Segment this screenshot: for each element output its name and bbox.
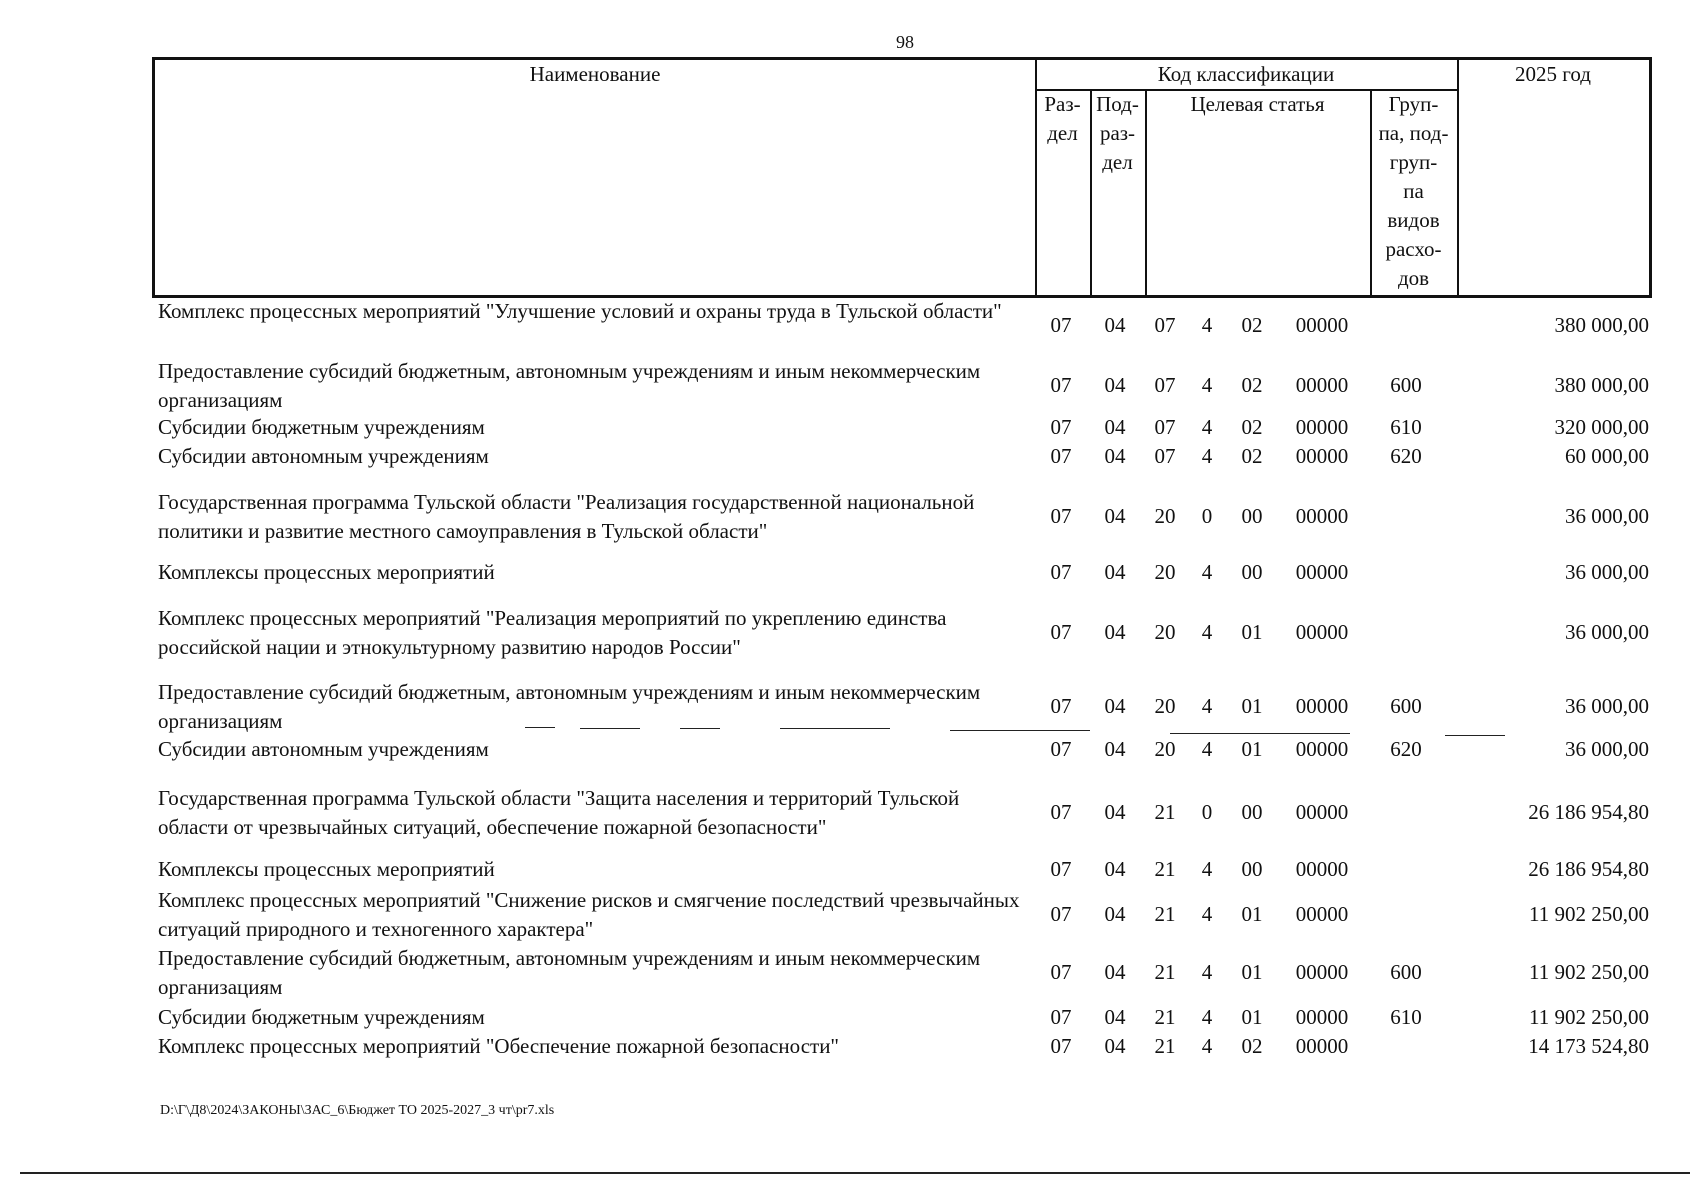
row-vr: 620 [1390,444,1422,468]
row-amount: 11 902 250,00 [1529,1005,1649,1029]
row-cs1: 21 [1154,902,1176,926]
scan-artifact [580,728,640,729]
row-cs4: 00000 [1295,902,1349,926]
divider [1145,91,1147,298]
header-group-line: па [1403,179,1424,203]
row-cs4: 00000 [1295,960,1349,984]
row-rz: 07 [1050,800,1072,824]
row-name: Комплекс процессных мероприятий "Снижение рисков и смягчение последствий чрезвычайных ситуаций природного и техногенного характера" [158,888,1020,941]
row-vr: 600 [1390,373,1422,397]
row-vr: 610 [1390,415,1422,439]
row-cs1: 20 [1154,504,1176,528]
scan-artifact [780,728,890,729]
row-cs3: 01 [1241,1005,1263,1029]
row-cs4: 00000 [1295,444,1349,468]
row-rz: 07 [1050,504,1072,528]
row-cs1: 20 [1154,620,1176,644]
row-rz: 07 [1050,960,1072,984]
row-cs1: 07 [1154,313,1176,337]
row-cs2: 0 [1201,800,1213,824]
row-cs3: 01 [1241,694,1263,718]
row-cs4: 00000 [1295,415,1349,439]
row-cs4: 00000 [1295,1034,1349,1058]
row-vr: 620 [1390,737,1422,761]
row-pr: 04 [1104,504,1126,528]
row-name: Субсидии автономным учреждениям [158,444,489,468]
row-vr: 600 [1390,960,1422,984]
row-cs3: 00 [1241,560,1263,584]
bottom-rule [20,1172,1690,1174]
row-amount: 36 000,00 [1565,560,1649,584]
header-group-line: расхо- [1385,237,1442,261]
row-name: Субсидии автономным учреждениям [158,737,489,761]
row-cs2: 4 [1201,620,1213,644]
row-cs1: 21 [1154,1005,1176,1029]
row-name: Предоставление субсидий бюджетным, автономным учреждениям и иным некоммерческим организациям [158,359,981,412]
row-cs3: 02 [1241,313,1263,337]
row-cs1: 07 [1154,415,1176,439]
row-name: Субсидии бюджетным учреждениям [158,1005,485,1029]
header-section-line: Раз- [1044,92,1081,116]
row-vr: 610 [1390,1005,1422,1029]
row-cs4: 00000 [1295,800,1349,824]
row-cs3: 00 [1241,504,1263,528]
row-cs4: 00000 [1295,373,1349,397]
header-target-article: Целевая статья [1190,92,1325,116]
header-group-line: видов [1387,208,1440,232]
row-name: Государственная программа Тульской области "Защита населения и территорий Тульской области от чрезвычайных ситуаций, обеспечение пожарной безопасности" [158,786,960,839]
header-code: Код классификации [1157,62,1335,86]
row-amount: 26 186 954,80 [1528,857,1649,881]
header-group [1370,90,1457,293]
row-cs2: 4 [1201,857,1213,881]
header-subsection-line: дел [1102,150,1133,174]
divider [1457,60,1459,298]
row-rz: 07 [1050,373,1072,397]
row-cs4: 00000 [1295,694,1349,718]
row-rz: 07 [1050,1005,1072,1029]
row-cs2: 4 [1201,1005,1213,1029]
row-cs3: 01 [1241,902,1263,926]
scan-artifact [680,728,720,729]
row-name: Государственная программа Тульской области "Реализация государственной национальной политики и развитие местного самоуправления в Тульской области" [158,490,975,543]
row-cs3: 02 [1241,415,1263,439]
row-name: Комплекс процессных мероприятий "Реализация мероприятий по укреплению единства российской нации и этнокультурному развитию народов России" [158,606,947,659]
row-name: Субсидии бюджетным учреждениям [158,415,485,439]
row-cs4: 00000 [1295,737,1349,761]
row-pr: 04 [1104,560,1126,584]
row-rz: 07 [1050,902,1072,926]
row-amount: 11 902 250,00 [1529,902,1649,926]
row-cs4: 00000 [1295,620,1349,644]
row-cs2: 4 [1201,373,1213,397]
row-name: Предоставление субсидий бюджетным, автономным учреждениям и иным некоммерческим организациям [158,946,981,999]
row-cs4: 00000 [1295,560,1349,584]
row-cs4: 00000 [1295,313,1349,337]
row-amount: 36 000,00 [1565,737,1649,761]
row-rz: 07 [1050,737,1072,761]
row-pr: 04 [1104,857,1126,881]
row-rz: 07 [1050,857,1072,881]
row-rz: 07 [1050,313,1072,337]
row-cs4: 00000 [1295,1005,1349,1029]
row-amount: 14 173 524,80 [1528,1034,1649,1058]
row-cs2: 4 [1201,415,1213,439]
row-cs1: 21 [1154,800,1176,824]
header-group-line: па, под- [1378,121,1449,145]
row-cs2: 4 [1201,960,1213,984]
row-pr: 04 [1104,800,1126,824]
row-name: Комплекс процессных мероприятий "Обеспечение пожарной безопасности" [158,1034,840,1058]
row-amount: 60 000,00 [1565,444,1649,468]
row-cs1: 20 [1154,737,1176,761]
row-cs2: 4 [1201,1034,1213,1058]
row-cs3: 01 [1241,737,1263,761]
row-cs1: 20 [1154,694,1176,718]
row-cs3: 00 [1241,857,1263,881]
row-name: Предоставление субсидий бюджетным, автономным учреждениям и иным некоммерческим организациям [158,680,981,733]
row-amount: 320 000,00 [1554,415,1649,439]
row-cs1: 21 [1154,857,1176,881]
header-group-line: Груп- [1388,92,1439,116]
header-subsection-line: раз- [1099,121,1136,145]
table-header [152,57,1652,298]
row-cs2: 4 [1201,313,1213,337]
row-amount: 26 186 954,80 [1528,800,1649,824]
row-rz: 07 [1050,415,1072,439]
row-rz: 07 [1050,560,1072,584]
row-cs2: 4 [1201,694,1213,718]
row-rz: 07 [1050,444,1072,468]
row-rz: 07 [1050,694,1072,718]
row-name: Комплексы процессных мероприятий [158,560,495,584]
row-pr: 04 [1104,313,1126,337]
page-number: 98 [896,32,914,52]
row-cs3: 02 [1241,444,1263,468]
row-cs1: 07 [1154,444,1176,468]
header-year: 2025 год [1515,62,1591,86]
row-rz: 07 [1050,1034,1072,1058]
row-pr: 04 [1104,1005,1126,1029]
row-amount: 36 000,00 [1565,620,1649,644]
row-cs4: 00000 [1295,857,1349,881]
row-cs3: 02 [1241,373,1263,397]
row-cs3: 02 [1241,1034,1263,1058]
row-cs3: 01 [1241,620,1263,644]
header-group-line: груп- [1389,150,1438,174]
row-pr: 04 [1104,444,1126,468]
row-amount: 36 000,00 [1565,504,1649,528]
row-cs2: 4 [1201,902,1213,926]
row-cs1: 07 [1154,373,1176,397]
row-cs2: 4 [1201,444,1213,468]
row-cs2: 4 [1201,560,1213,584]
row-amount: 380 000,00 [1554,313,1649,337]
row-amount: 36 000,00 [1565,694,1649,718]
row-cs1: 20 [1154,560,1176,584]
header-section-line: дел [1047,121,1078,145]
row-name: Комплексы процессных мероприятий [158,857,495,881]
header-subsection-line: Под- [1096,92,1139,116]
row-pr: 04 [1104,1034,1126,1058]
row-cs3: 00 [1241,800,1263,824]
header-group-line: дов [1397,266,1430,290]
row-pr: 04 [1104,960,1126,984]
header-subsection [1090,90,1145,177]
row-cs1: 21 [1154,1034,1176,1058]
row-pr: 04 [1104,902,1126,926]
row-pr: 04 [1104,415,1126,439]
row-cs1: 21 [1154,960,1176,984]
row-amount: 11 902 250,00 [1529,960,1649,984]
row-name: Комплекс процессных мероприятий "Улучшение условий и охраны труда в Тульской области" [158,299,1002,323]
row-pr: 04 [1104,620,1126,644]
scan-artifact [1170,733,1350,734]
scan-artifact [1445,735,1505,736]
header-section [1035,90,1090,148]
scan-artifact [525,727,555,728]
row-pr: 04 [1104,373,1126,397]
row-vr: 600 [1390,694,1422,718]
file-path: D:\Г\Д8\2024\ЗАКОНЫ\ЗАС_6\Бюджет ТО 2025-2027_3 чт\pr7.xls [160,1103,555,1118]
row-pr: 04 [1104,694,1126,718]
scan-artifact [950,730,1090,731]
row-amount: 380 000,00 [1554,373,1649,397]
row-cs4: 00000 [1295,504,1349,528]
row-cs2: 4 [1201,737,1213,761]
row-rz: 07 [1050,620,1072,644]
row-cs2: 0 [1201,504,1213,528]
header-name: Наименование [529,62,661,86]
row-pr: 04 [1104,737,1126,761]
row-cs3: 01 [1241,960,1263,984]
